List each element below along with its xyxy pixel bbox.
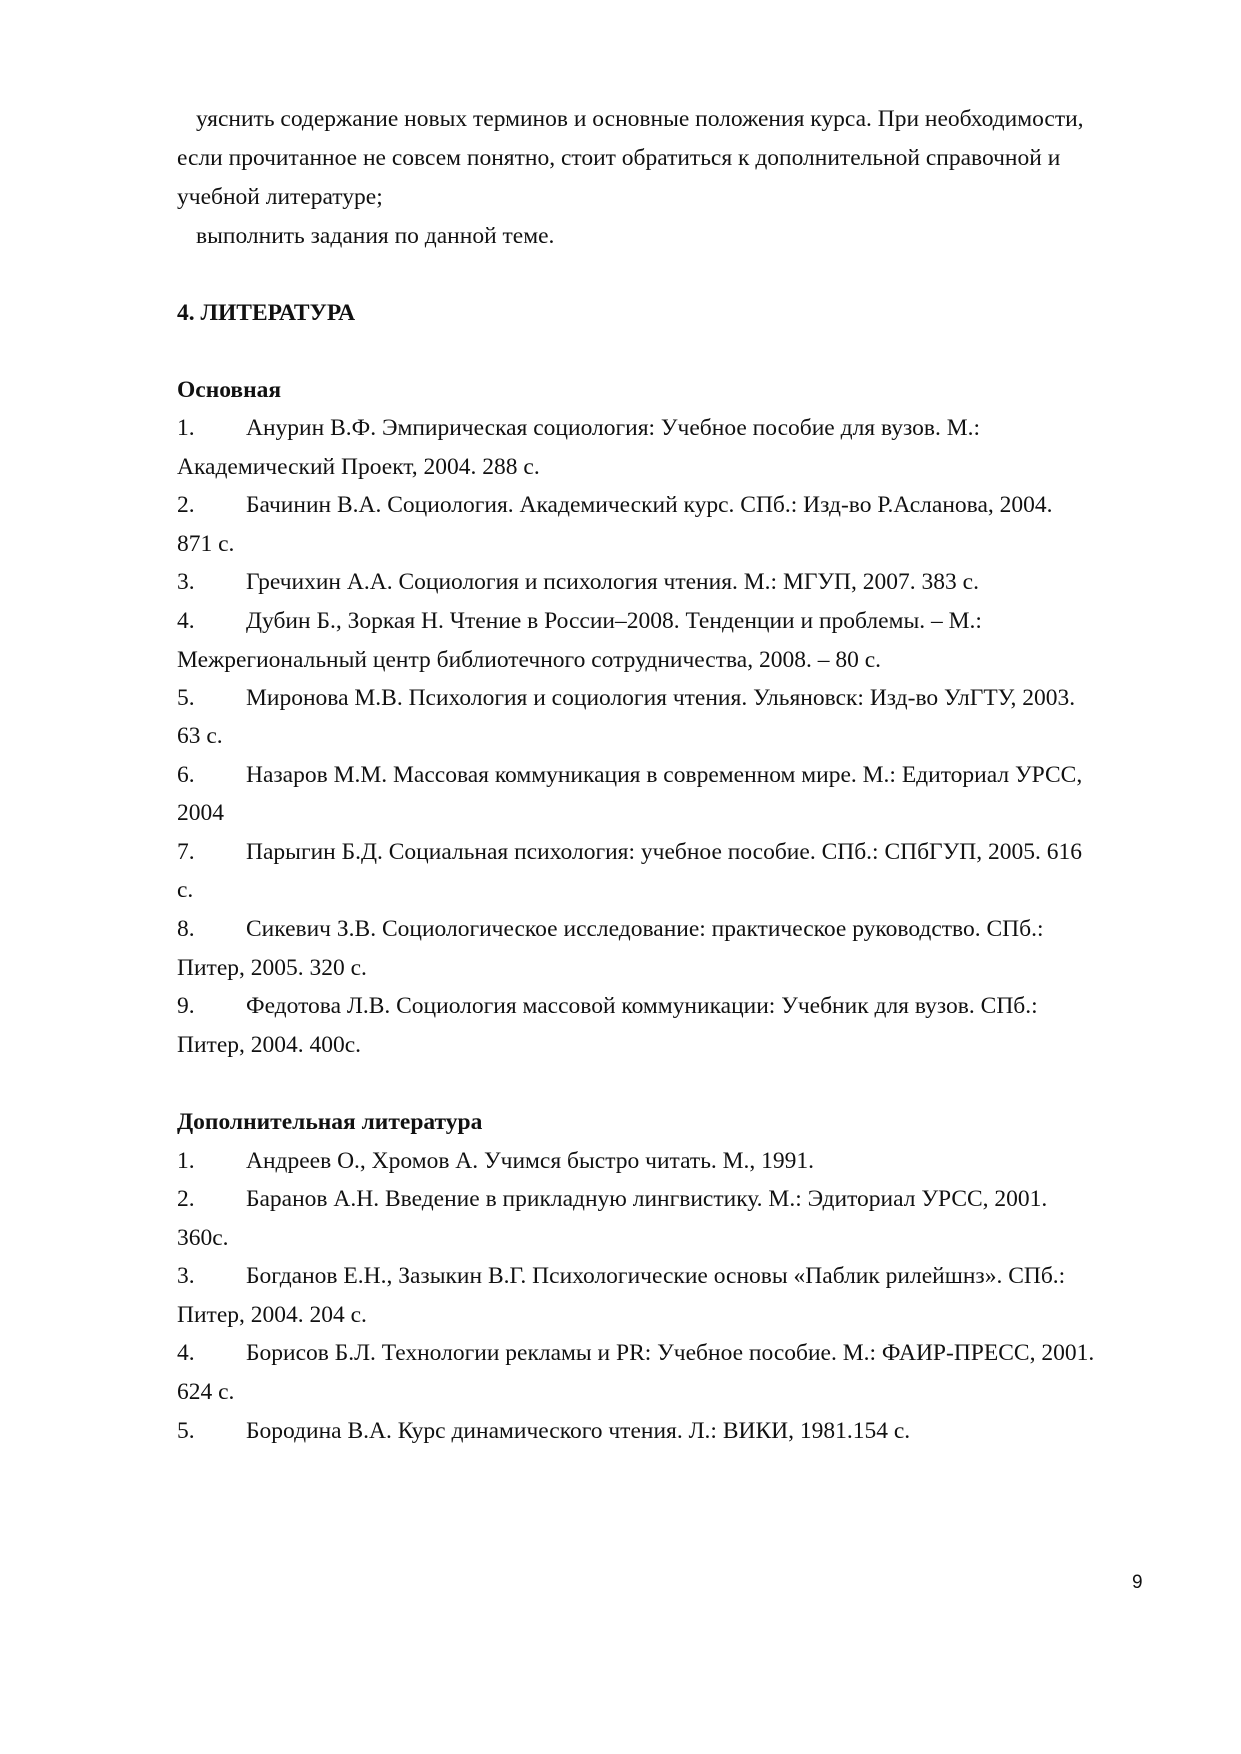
item-number: 6.: [177, 762, 195, 788]
item-text: Богданов Е.Н., Зазыкин В.Г. Психологические основы «Паблик рилейшнз». СПб.:: [246, 1263, 1066, 1289]
intro-line-2: если прочитанное не совсем понятно, стоит обратиться к дополнительной справочной и: [177, 145, 1061, 171]
main-lit-heading: Основная: [177, 377, 282, 403]
item-number: 2.: [177, 492, 195, 518]
item-continuation: 2004: [177, 800, 224, 826]
item-text: Борисов Б.Л. Технологии рекламы и PR: Учебное пособие. М.: ФАИР-ПРЕСС, 2001.: [246, 1340, 1095, 1366]
intro-line-1: уяснить содержание новых терминов и основные положения курса. При необходимости,: [196, 106, 1084, 132]
extra-lit-heading: Дополнительная литература: [177, 1109, 483, 1135]
item-number: 4.: [177, 608, 195, 634]
item-text: Андреев О., Хромов А. Учимся быстро читать. М., 1991.: [246, 1148, 815, 1174]
item-text: Парыгин Б.Д. Социальная психология: учебное пособие. СПб.: СПбГУП, 2005. 616: [246, 839, 1082, 865]
item-number: 5.: [177, 1418, 195, 1444]
item-continuation: 63 с.: [177, 723, 223, 749]
item-number: 2.: [177, 1186, 195, 1212]
item-continuation: Питер, 2005. 320 с.: [177, 955, 367, 981]
item-continuation: с.: [177, 877, 194, 903]
item-number: 1.: [177, 415, 195, 441]
item-text: Бородина В.А. Курс динамического чтения. Л.: ВИКИ, 1981.154 с.: [246, 1418, 911, 1444]
item-number: 4.: [177, 1340, 195, 1366]
intro-line-4: выполнить задания по данной теме.: [196, 223, 555, 249]
section-heading: 4. ЛИТЕРАТУРА: [177, 300, 356, 326]
item-text: Сикевич З.В. Социологическое исследование: практическое руководство. СПб.:: [246, 916, 1044, 942]
item-text: Дубин Б., Зоркая Н. Чтение в России–2008. Тенденции и проблемы. – М.:: [246, 608, 982, 634]
item-text: Миронова М.В. Психология и социология чтения. Ульяновск: Изд-во УлГТУ, 2003.: [246, 685, 1076, 711]
item-number: 1.: [177, 1148, 195, 1174]
item-continuation: 624 с.: [177, 1379, 235, 1405]
item-continuation: 871 с.: [177, 531, 235, 557]
item-number: 7.: [177, 839, 195, 865]
item-number: 8.: [177, 916, 195, 942]
item-number: 9.: [177, 993, 195, 1019]
item-text: Назаров М.М. Массовая коммуникация в современном мире. М.: Едиториал УРСС,: [246, 762, 1083, 788]
item-continuation: 360с.: [177, 1225, 229, 1251]
page-number: 9: [1132, 1572, 1143, 1593]
item-text: Бачинин В.А. Социология. Академический курс. СПб.: Изд-во Р.Асланова, 2004.: [246, 492, 1053, 518]
item-text: Федотова Л.В. Социология массовой коммуникации: Учебник для вузов. СПб.:: [246, 993, 1038, 1019]
item-text: Баранов А.Н. Введение в прикладную лингвистику. М.: Эдиториал УРСС, 2001.: [246, 1186, 1048, 1212]
item-continuation: Академический Проект, 2004. 288 с.: [177, 454, 540, 480]
item-number: 5.: [177, 685, 195, 711]
item-continuation: Питер, 2004. 204 с.: [177, 1302, 367, 1328]
item-number: 3.: [177, 569, 195, 595]
item-number: 3.: [177, 1263, 195, 1289]
item-text: Гречихин А.А. Социология и психология чтения. М.: МГУП, 2007. 383 с.: [246, 569, 979, 595]
item-continuation: Питер, 2004. 400с.: [177, 1032, 362, 1058]
item-text: Анурин В.Ф. Эмпирическая социология: Учебное пособие для вузов. М.:: [246, 415, 981, 441]
item-continuation: Межрегиональный центр библиотечного сотрудничества, 2008. – 80 с.: [177, 647, 882, 673]
intro-line-3: учебной литературе;: [177, 184, 383, 210]
